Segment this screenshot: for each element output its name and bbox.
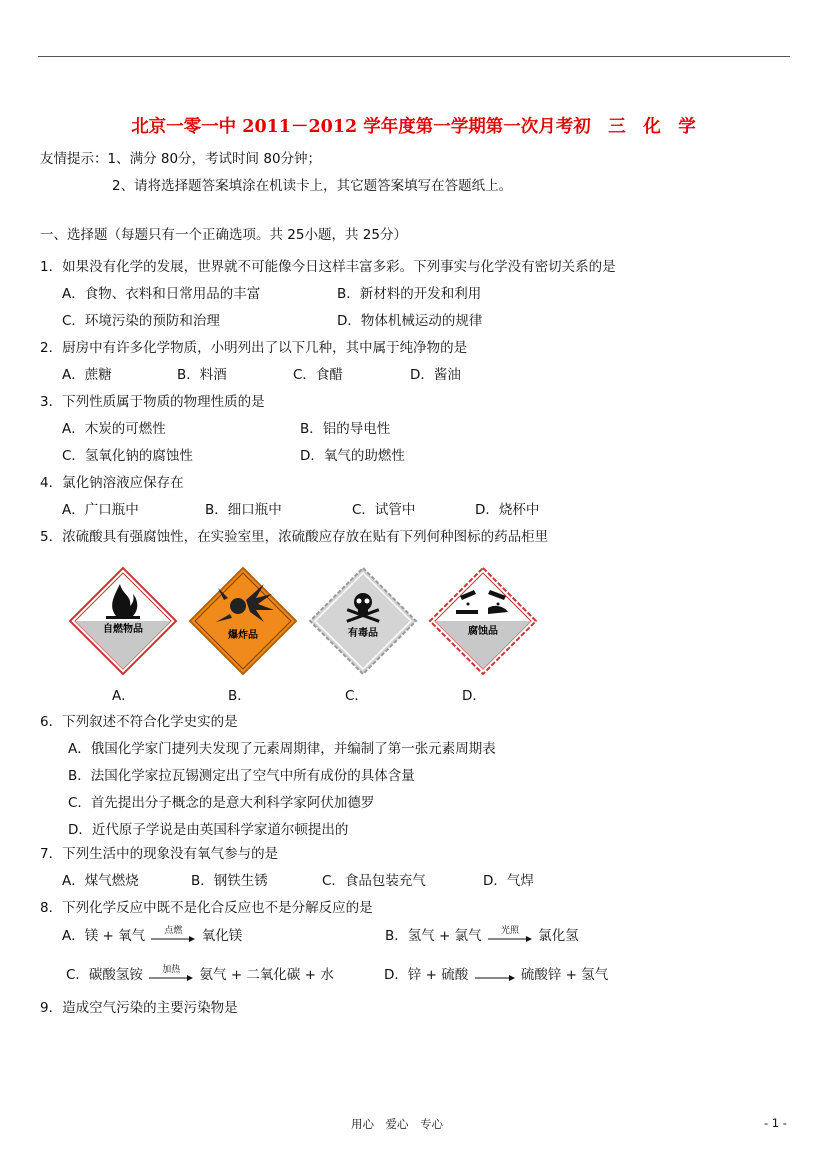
q5-option-b: B．: [228, 688, 251, 704]
q2-stem: 2．厨房中有许多化学物质，小明列出了以下几种，其中属于纯净物的是: [40, 340, 468, 356]
q4-option-b: B．细口瓶中: [205, 502, 282, 518]
footer-motto: 用心 爱心 专心: [351, 1117, 443, 1131]
header-rule: [38, 56, 790, 57]
q8-option-a: [62, 927, 242, 945]
q8-stem: 8．下列化学反应中既不是化合反应也不是分解反应的是: [40, 900, 373, 916]
sign-label: 有毒品: [348, 628, 378, 639]
q7-option-d: D．气焊: [483, 873, 534, 889]
reaction-arrow: [488, 926, 532, 943]
reaction-arrow: [151, 926, 195, 943]
q2-option-c: C．食醋: [293, 367, 343, 383]
q4-stem: 4．氯化钠溶液应保存在: [40, 475, 184, 491]
q5-option-c: C．: [345, 688, 368, 704]
reactants: D．锌 + 硫酸: [384, 967, 469, 983]
products: 氧化镁: [201, 928, 243, 944]
q1-option-b: B．新材料的开发和利用: [337, 286, 482, 302]
arrow-icon: [488, 935, 532, 943]
q5-option-d: D．: [462, 688, 486, 704]
products: 氨气 + 二氧化碳 + 水: [199, 967, 334, 983]
toxic-sign: [308, 566, 418, 676]
sign-label: 爆炸品: [228, 630, 258, 641]
notice-line-2: 2、请将选择题答案填涂在机读卡上，其它题答案填写在答题纸上。: [112, 178, 513, 194]
q3-option-c: C．氢氧化钠的腐蚀性: [62, 448, 193, 464]
q7-option-c: C．食品包装充气: [322, 873, 426, 889]
q3-option-b: B．铝的导电性: [300, 421, 391, 437]
reactants: B．氢气 + 氯气: [385, 928, 482, 944]
explosive-sign: [188, 566, 298, 676]
q1-option-a: A．食物、衣料和日常用品的丰富: [62, 286, 261, 302]
page-number: - 1 -: [764, 1116, 787, 1130]
q7-stem: 7．下列生活中的现象没有氧气参与的是: [40, 846, 279, 862]
section-heading: 一、选择题（每题只有一个正确选项。共 25小题，共 25分）: [40, 227, 407, 243]
q7-option-b: B．钢铁生锈: [191, 873, 268, 889]
q5-option-a: A．: [112, 688, 135, 704]
page-title: 北京一零一中 2011－2012 学年度第一学期第一次月考初 三 化 学: [131, 117, 696, 137]
arrow-icon: [151, 935, 195, 943]
q1-stem: 1．如果没有化学的发展，世界就不可能像今日这样丰富多彩。下列事实与化学没有密切关系的是: [40, 259, 616, 275]
corrosive-sign: [428, 566, 538, 676]
arrow-icon: [475, 974, 515, 982]
q8-option-d: [384, 966, 608, 984]
q7-option-a: A．煤气燃烧: [62, 873, 139, 889]
q5-stem: 5．浓硫酸具有强腐蚀性，在实验室里，浓硫酸应存放在贴有下列何种图标的药品柜里: [40, 529, 549, 545]
q2-option-d: D．酱油: [410, 367, 461, 383]
q2-option-b: B．料酒: [177, 367, 227, 383]
q4-option-d: D．烧杯中: [475, 502, 540, 518]
hazard-signs: [68, 566, 538, 678]
q8-option-b: [385, 927, 579, 945]
q4-option-c: C．试管中: [352, 502, 416, 518]
arrow-icon: [149, 974, 193, 982]
q1-option-c: C．环境污染的预防和治理: [62, 313, 220, 329]
reaction-arrow: [475, 968, 515, 982]
q6-option-d: D．近代原子学说是由英国科学家道尔顿提出的: [68, 822, 349, 838]
q3-stem: 3．下列性质属于物质的物理性质的是: [40, 394, 265, 410]
q3-option-a: A．木炭的可燃性: [62, 421, 166, 437]
products: 氯化氢: [538, 928, 579, 944]
q4-option-a: A．广口瓶中: [62, 502, 139, 518]
sign-label: 腐蚀品: [468, 626, 498, 637]
spontaneous-combustion-sign: [68, 566, 178, 676]
notice-line-1: 友情提示：1、满分 80分，考试时间 80分钟；: [40, 151, 322, 167]
reaction-condition: 光照: [500, 926, 519, 936]
q1-option-d: D．物体机械运动的规律: [337, 313, 483, 329]
reactants: C．碳酸氢铵: [66, 967, 143, 983]
q6-option-b: B．法国化学家拉瓦锡测定出了空气中所有成份的具体含量: [68, 768, 415, 784]
q2-option-a: A．蔗糖: [62, 367, 112, 383]
reaction-condition: 加热: [162, 965, 181, 975]
q8-option-c: [66, 966, 334, 984]
q6-stem: 6．下列叙述不符合化学史实的是: [40, 714, 238, 730]
reaction-arrow: [149, 965, 193, 982]
reactants: A．镁 + 氧气: [62, 928, 146, 944]
reaction-condition: 点燃: [164, 926, 183, 936]
q6-option-a: A．俄国化学家门捷列夫发现了元素周期律，并编制了第一张元素周期表: [68, 741, 496, 757]
q9-stem: 9．造成空气污染的主要污染物是: [40, 1000, 238, 1016]
q6-option-c: C．首先提出分子概念的是意大利科学家阿伏加德罗: [68, 795, 375, 811]
products: 硫酸锌 + 氢气: [520, 967, 609, 983]
sign-label: 自燃物品: [103, 624, 143, 635]
q3-option-d: D．氧气的助燃性: [300, 448, 405, 464]
